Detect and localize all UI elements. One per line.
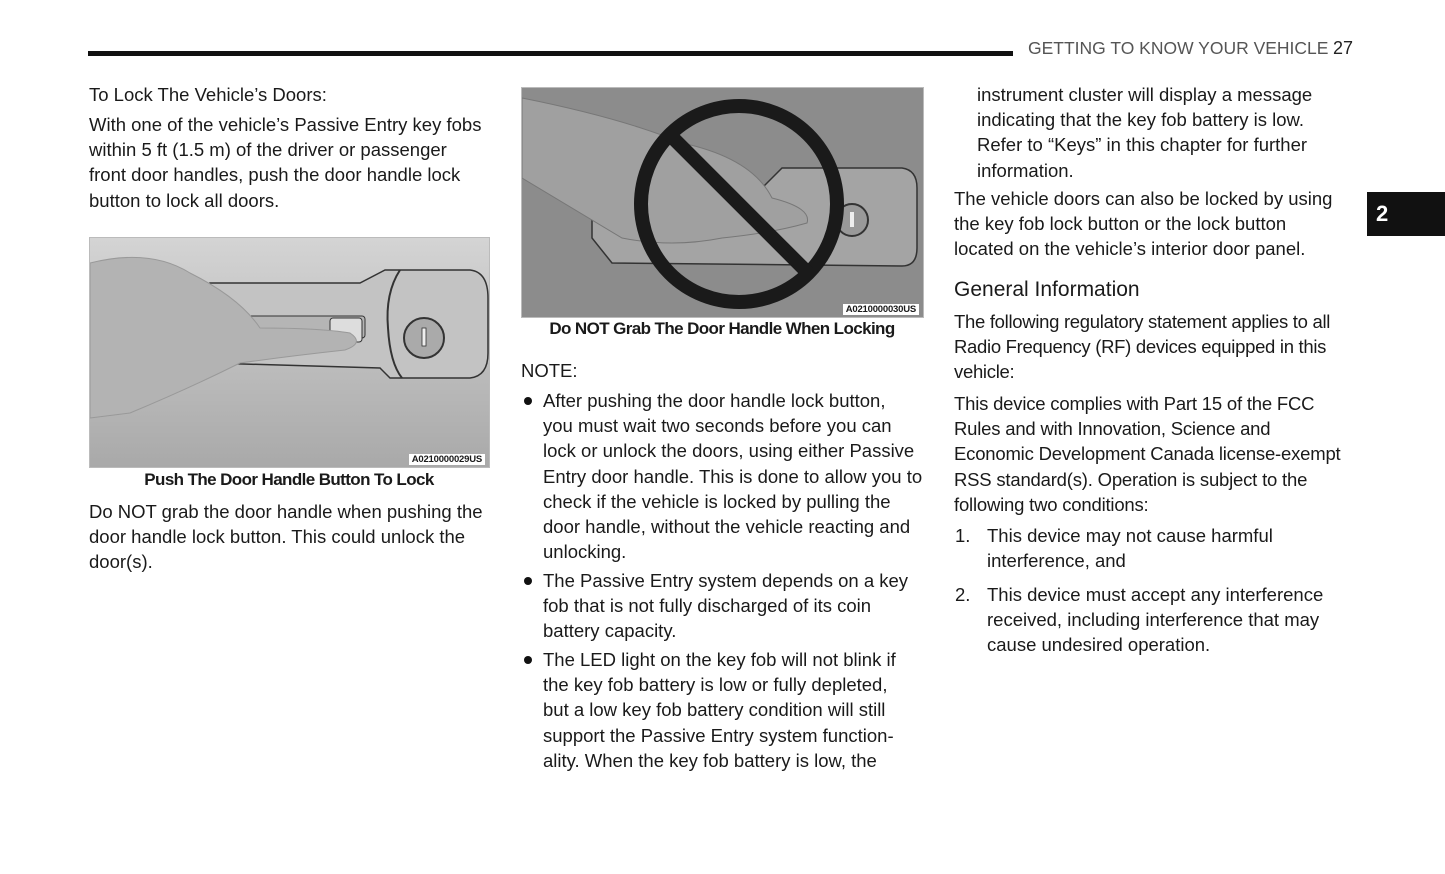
list-number: 1. bbox=[955, 525, 971, 546]
bullet-continued bbox=[977, 82, 1312, 183]
text-line: lock or unlock the doors, using either Passive bbox=[543, 440, 915, 462]
door-handle-prohibited-illustration bbox=[522, 88, 923, 317]
text-line: Rules and with Innovation, Science and bbox=[954, 418, 1271, 440]
text-line: The LED light on the key fob will not blink if bbox=[543, 649, 896, 670]
text-line: the key fob battery is low or fully depleted, bbox=[543, 674, 888, 696]
list-item bbox=[987, 582, 1323, 658]
text-line: located on the vehicle’s interior door panel. bbox=[954, 238, 1306, 260]
section-heading: General Information bbox=[954, 278, 1140, 301]
text-line: Do NOT grab the door handle when pushing the bbox=[89, 501, 483, 522]
text-line: indicating that the key fob battery is low. bbox=[977, 109, 1305, 131]
text-line: door(s). bbox=[89, 551, 153, 573]
text-line: door handle, without the vehicle reacting and bbox=[543, 515, 911, 537]
text-line: This device must accept any interference bbox=[987, 584, 1324, 605]
text-line: information. bbox=[977, 159, 1074, 181]
text-line: cause undesired operation. bbox=[987, 634, 1211, 656]
text-line: check if the vehicle is locked by pulling the bbox=[543, 490, 891, 512]
text-line: The following regulatory statement applies to all bbox=[954, 311, 1331, 332]
text-line: fob that is not fully discharged of its coin bbox=[543, 595, 872, 617]
bullet-item bbox=[543, 388, 922, 564]
bullet-icon bbox=[524, 656, 532, 664]
paragraph bbox=[954, 391, 1340, 517]
figure-caption: Push The Door Handle Button To Lock bbox=[144, 470, 434, 489]
bullet-icon bbox=[524, 577, 532, 585]
text-line: front door handles, push the door handle lock bbox=[89, 164, 461, 186]
text-line: door handle lock button. This could unlock the bbox=[89, 526, 466, 548]
text-line: following two conditions: bbox=[954, 493, 1149, 515]
header-rule bbox=[88, 51, 1013, 56]
text-line: This device may not cause harmful bbox=[987, 525, 1273, 546]
door-handle-illustration bbox=[90, 238, 489, 467]
figure-code: A0210000029US bbox=[409, 454, 485, 465]
bullet-item bbox=[543, 568, 908, 644]
text-line: battery capacity. bbox=[543, 620, 677, 642]
text-line: The Passive Entry system depends on a key bbox=[543, 570, 909, 591]
text-line: unlocking. bbox=[543, 541, 627, 563]
text-line: vehicle: bbox=[954, 361, 1015, 383]
note-label: NOTE: bbox=[521, 360, 578, 381]
text-line: you must wait two seconds before you can bbox=[543, 415, 892, 437]
list-item bbox=[987, 523, 1273, 573]
paragraph bbox=[89, 112, 481, 213]
bullet-icon bbox=[524, 397, 532, 405]
text-line: instrument cluster will display a message bbox=[977, 84, 1313, 105]
text-line: within 5 ft (1.5 m) of the driver or passenger bbox=[89, 139, 447, 161]
text-line: The vehicle doors can also be locked by using bbox=[954, 188, 1333, 209]
figure-code: A0210000030US bbox=[843, 304, 919, 315]
text-line: Economic Development Canada license-exempt bbox=[954, 443, 1341, 465]
figure-push-lock-button bbox=[89, 237, 490, 468]
section-title: GETTING TO KNOW YOUR VEHICLE bbox=[1028, 38, 1329, 58]
text-line: After pushing the door handle lock button, bbox=[543, 390, 886, 411]
text-line: interference, and bbox=[987, 550, 1126, 572]
text-line: support the Passive Entry system function- bbox=[543, 724, 894, 746]
text-line: received, including interference that may bbox=[987, 609, 1320, 631]
text-line: but a low key fob battery condition will still bbox=[543, 699, 886, 721]
text-line: button to lock all doors. bbox=[89, 189, 280, 211]
figure-caption: Do NOT Grab The Door Handle When Locking bbox=[549, 319, 895, 338]
text-line: RSS standard(s). Operation is subject to the bbox=[954, 468, 1308, 490]
text-line: Refer to “Keys” in this chapter for further bbox=[977, 134, 1308, 156]
page-number: 27 bbox=[1333, 38, 1354, 58]
section-heading: To Lock The Vehicle’s Doors: bbox=[89, 84, 327, 105]
text-line: This device complies with Part 15 of the FCC bbox=[954, 393, 1315, 414]
text-line: the key fob lock button or the lock button bbox=[954, 213, 1287, 235]
paragraph bbox=[89, 499, 483, 575]
paragraph bbox=[954, 309, 1330, 385]
text-line: Radio Frequency (RF) devices equipped in this bbox=[954, 336, 1327, 358]
bullet-item bbox=[543, 647, 896, 773]
figure-do-not-grab bbox=[521, 87, 924, 318]
text-line: With one of the vehicle’s Passive Entry key fobs bbox=[89, 114, 482, 135]
paragraph bbox=[954, 186, 1332, 262]
text-line: ality. When the key fob battery is low, the bbox=[543, 749, 877, 771]
list-number: 2. bbox=[955, 584, 971, 605]
text-line: Entry door handle. This is done to allow you to bbox=[543, 465, 923, 487]
chapter-number: 2 bbox=[1376, 201, 1389, 226]
chapter-tab bbox=[1367, 192, 1445, 236]
